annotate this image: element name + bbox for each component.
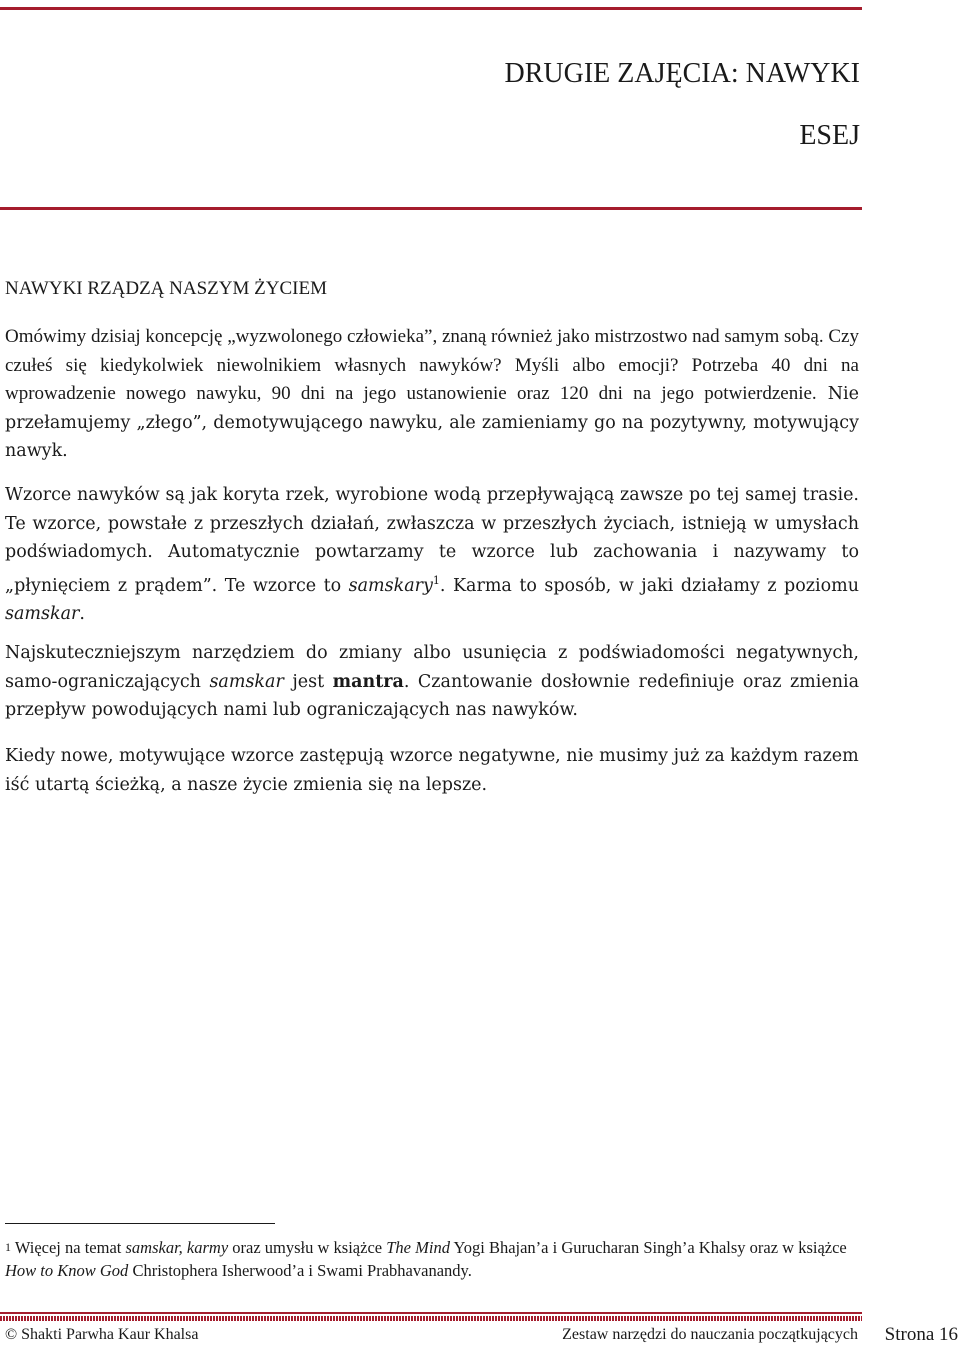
header-top-rule (0, 7, 862, 10)
paragraph-3 (5, 639, 859, 725)
footnote (5, 1236, 865, 1282)
footer-page-number: Strona 16 (884, 1324, 958, 1345)
footer-rule-thin (0, 1312, 862, 1314)
paragraph-2-emphasis-samskary: samskary (348, 575, 433, 596)
header-bottom-rule (0, 207, 862, 210)
footer-copyright: © Shakti Parwha Kaur Khalsa (5, 1326, 199, 1343)
footnote-number: 1 (5, 1240, 11, 1254)
paragraph-1 (5, 323, 859, 466)
paragraph-2-emphasis-samskar: samskar (5, 603, 80, 624)
footer-rule-thick (0, 1316, 862, 1321)
paragraph-3-text-a: Najskuteczniejszym narzędziem do zmiany albo usunięcia z podświadomości negatywnych, samo-ograniczających (5, 643, 859, 692)
footnote-book-the-mind: The Mind (386, 1238, 450, 1257)
paragraph-2-text-c: . (79, 603, 85, 624)
section-heading: NAWYKI RZĄDZĄ NASZYM ŻYCIEM (5, 278, 327, 299)
paragraph-3-strong-mantra: mantra (332, 671, 404, 692)
paragraph-2 (5, 481, 859, 628)
footnote-text-a: Więcej na temat (11, 1238, 126, 1257)
footnote-emphasis-1: samskar, karmy (125, 1238, 229, 1257)
footnote-text-b: oraz umysłu w książce (228, 1238, 387, 1257)
paragraph-2-text-a: Wzorce nawyków są jak koryta rzek, wyrobione wodą przepływającą zawsze po tej samej trasie. Te wzorce, powstałe z przeszłych działań, zwłaszcza w przeszłych życiach, istnieją w umysłach podświadomych. Automatycznie powtarzamy te wzorce lub zachowania i nazywamy to „płynięciem z prądem”. Te wzorce to (5, 485, 859, 596)
footer-book-title: Zestaw narzędzi do nauczania początkujących (562, 1326, 858, 1343)
page-subtitle: ESEJ (799, 120, 860, 151)
paragraph-4 (5, 742, 859, 799)
footnote-reference[interactable]: 1 (432, 573, 440, 587)
footnote-text-c: Yogi Bhajan’a i Gurucharan Singh’a Khalsy oraz w książce (449, 1238, 847, 1257)
paragraph-4-text-a: Kiedy nowe, motywujące wzorce zastępują wzorce negatywne, nie musimy już za każdym razem iść utartą ścieżką, a nasze życie zmienia się na lepsze. (5, 746, 859, 795)
page-title: DRUGIE ZAJĘCIA: NAWYKI (504, 58, 860, 89)
paragraph-1-text-b: Nie przełamujemy „złego”, demotywującego nawyku, ale zamieniamy go na pozytywny, motywujący nawyk. (5, 384, 859, 461)
paragraph-3-text-c: . Czantowanie dosłownie redefiniuje oraz zmienia przepływ powodujących nami lub ograniczających nas nawyków. (5, 671, 860, 720)
paragraph-3-text-b: jest (283, 671, 333, 692)
paragraph-3-emphasis-samskar: samskar (209, 671, 284, 692)
footnote-separator (5, 1223, 275, 1224)
footnote-book-how-to-know-god: How to Know God (5, 1261, 129, 1280)
paragraph-1-text-a: Omówimy dzisiaj koncepcję „wyzwolonego człowieka”, znaną również jako mistrzostwo nad samym sobą. Czy czułeś się kiedykolwiek niewolnikiem własnych nawyków? Myśli albo emocji? Potrzeba 40 dni na wprowadzenie nowego nawyku, 90 dni na jego ustanowienie oraz 120 dni na jego potwierdzenie. (5, 326, 859, 404)
paragraph-2-text-b: . Karma to sposób, w jaki działamy z poziomu (439, 575, 859, 596)
footnote-text-d: Christophera Isherwood’a i Swami Prabhavanandy. (128, 1261, 472, 1280)
